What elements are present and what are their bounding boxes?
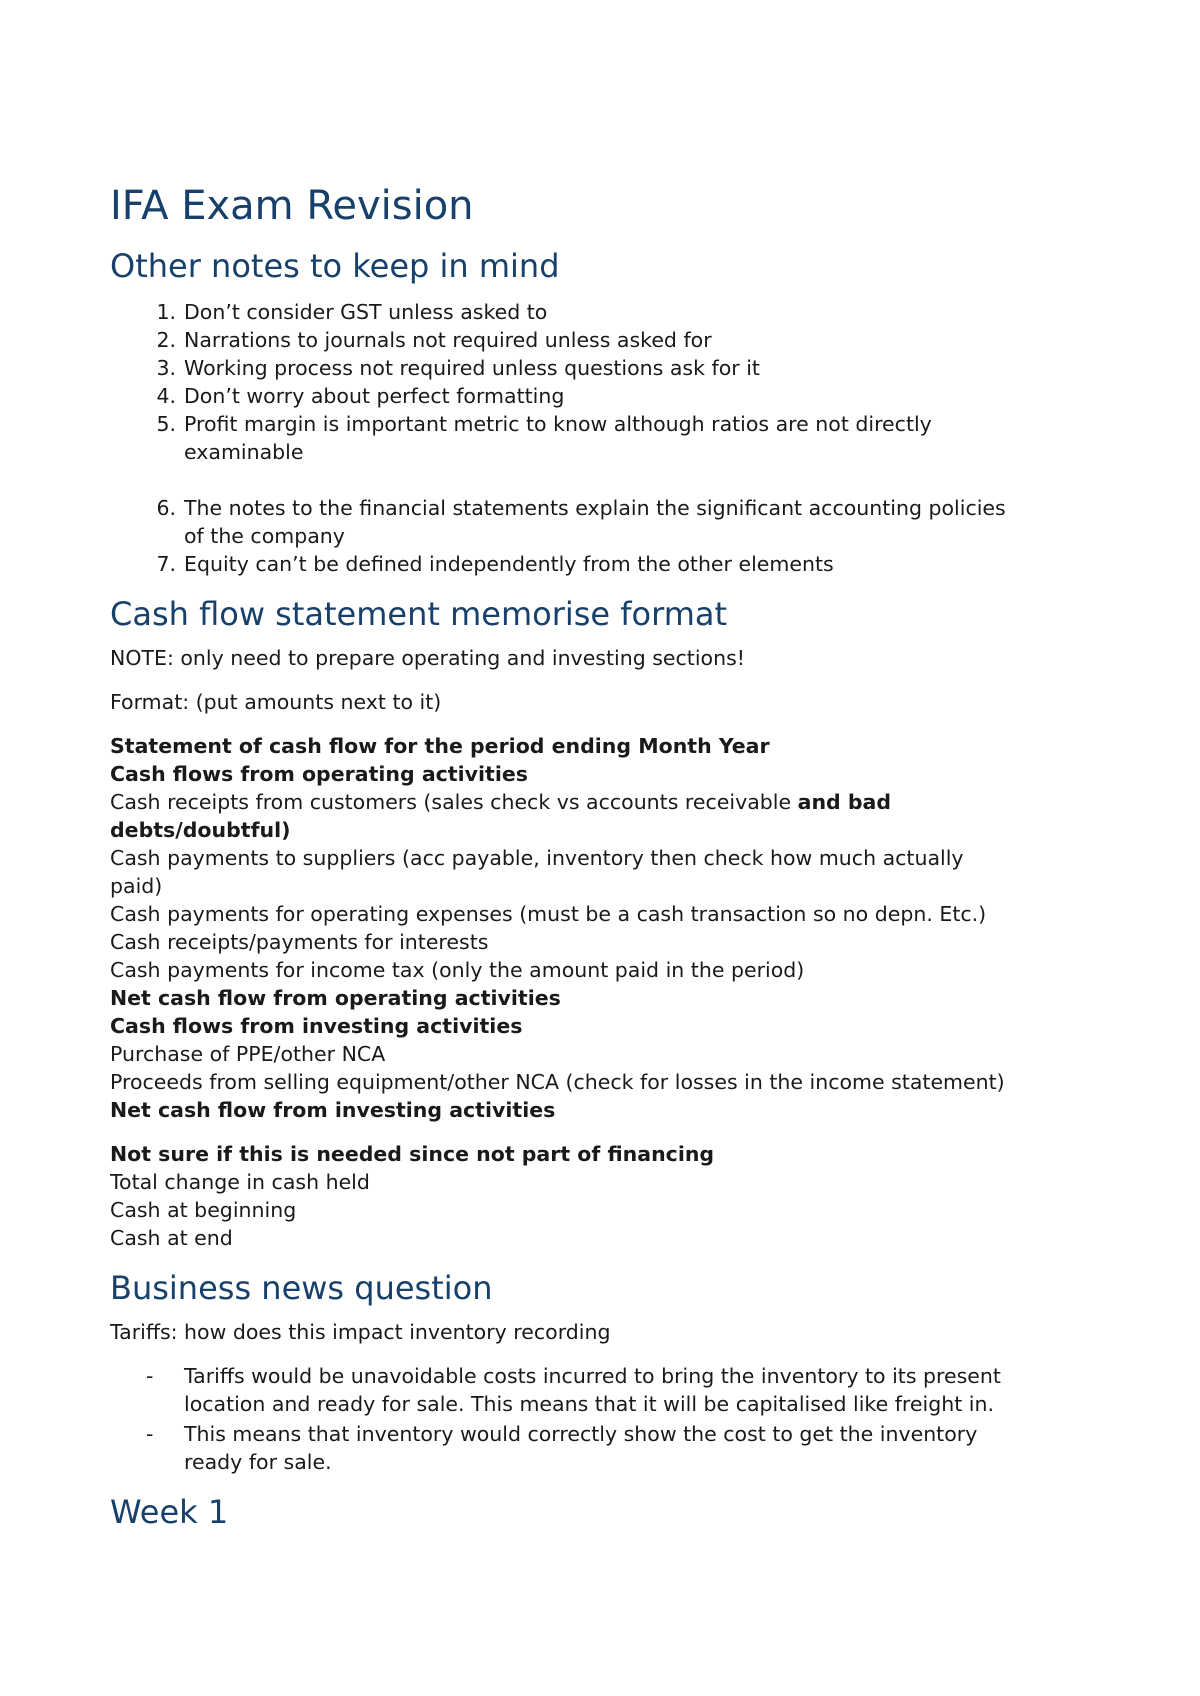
suppliers-line: Cash payments to suppliers (acc payable, inventory then check how much actually (110, 846, 964, 870)
list-item-text: of the company (184, 524, 345, 548)
cash-end-line: Cash at end (110, 1226, 233, 1250)
list-item-text: Don’t worry about perfect formatting (184, 384, 565, 408)
list-item-text: Working process not required unless questions ask for it (184, 356, 760, 380)
receipts-line-continuation: debts/doubtful) (110, 818, 291, 842)
list-item-text: Profit margin is important metric to know although ratios are not directly (184, 412, 932, 436)
tax-line: Cash payments for income tax (only the amount paid in the period) (110, 958, 805, 982)
not-sure-line: Not sure if this is needed since not part of financing (110, 1142, 715, 1166)
receipts-bold-text: and bad (797, 790, 892, 814)
list-item (110, 382, 1100, 410)
document-title: IFA Exam Revision (110, 183, 474, 229)
heading-other-notes: Other notes to keep in mind (110, 247, 560, 285)
list-item-continuation (110, 1448, 1100, 1476)
dash-bullet: - (146, 1422, 154, 1446)
suppliers-line-continuation: paid) (110, 874, 163, 898)
investing-heading: Cash flows from investing activities (110, 1014, 523, 1038)
heading-week-1: Week 1 (110, 1493, 229, 1531)
list-item-text: location and ready for sale. This means that it will be capitalised like freight in. (184, 1392, 994, 1416)
list-item-text: Tariffs would be unavoidable costs incurred to bring the inventory to its present (184, 1364, 1001, 1388)
list-item (110, 494, 1100, 522)
list-item (110, 1362, 1100, 1390)
heading-cash-flow: Cash flow statement memorise format (110, 595, 728, 633)
receipts-line (110, 788, 891, 816)
list-number: 6. (156, 496, 176, 520)
total-change-line: Total change in cash held (110, 1170, 370, 1194)
heading-business-news: Business news question (110, 1269, 493, 1307)
list-number: 4. (156, 384, 176, 408)
list-item-text: Equity can’t be defined independently from the other elements (184, 552, 834, 576)
proceeds-line: Proceeds from selling equipment/other NCA (check for losses in the income statement) (110, 1070, 1005, 1094)
operating-heading: Cash flows from operating activities (110, 762, 528, 786)
cashflow-note: NOTE: only need to prepare operating and investing sections! (110, 646, 745, 670)
list-item (110, 410, 1100, 438)
cashflow-format: Format: (put amounts next to it) (110, 690, 442, 714)
tariffs-intro: Tariffs: how does this impact inventory recording (110, 1320, 611, 1344)
receipts-text: Cash receipts from customers (sales check vs accounts receivable (110, 790, 798, 814)
list-item-text: Narrations to journals not required unless asked for (184, 328, 712, 352)
cash-begin-line: Cash at beginning (110, 1198, 297, 1222)
list-number: 1. (156, 300, 176, 324)
list-item (110, 298, 1100, 326)
list-item-continuation (110, 438, 1100, 466)
list-item (110, 1420, 1100, 1448)
list-number: 5. (156, 412, 176, 436)
list-item-text: This means that inventory would correctly show the cost to get the inventory (184, 1422, 978, 1446)
dash-bullet: - (146, 1364, 154, 1388)
net-operating-line: Net cash flow from operating activities (110, 986, 561, 1010)
list-item-text: Don’t consider GST unless asked to (184, 300, 548, 324)
list-item-text: examinable (184, 440, 304, 464)
list-item-continuation (110, 1390, 1100, 1418)
list-number: 3. (156, 356, 176, 380)
statement-title: Statement of cash flow for the period ending Month Year (110, 734, 770, 758)
list-item-continuation (110, 522, 1100, 550)
list-item (110, 354, 1100, 382)
list-number: 2. (156, 328, 176, 352)
list-item (110, 550, 1100, 578)
ppe-line: Purchase of PPE/other NCA (110, 1042, 386, 1066)
list-item-text: ready for sale. (184, 1450, 332, 1474)
list-item-text: The notes to the financial statements explain the significant accounting policies (184, 496, 1006, 520)
net-investing-line: Net cash flow from investing activities (110, 1098, 556, 1122)
list-item (110, 326, 1100, 354)
interest-line: Cash receipts/payments for interests (110, 930, 489, 954)
list-number: 7. (156, 552, 176, 576)
opex-line: Cash payments for operating expenses (must be a cash transaction so no depn. Etc.) (110, 902, 987, 926)
